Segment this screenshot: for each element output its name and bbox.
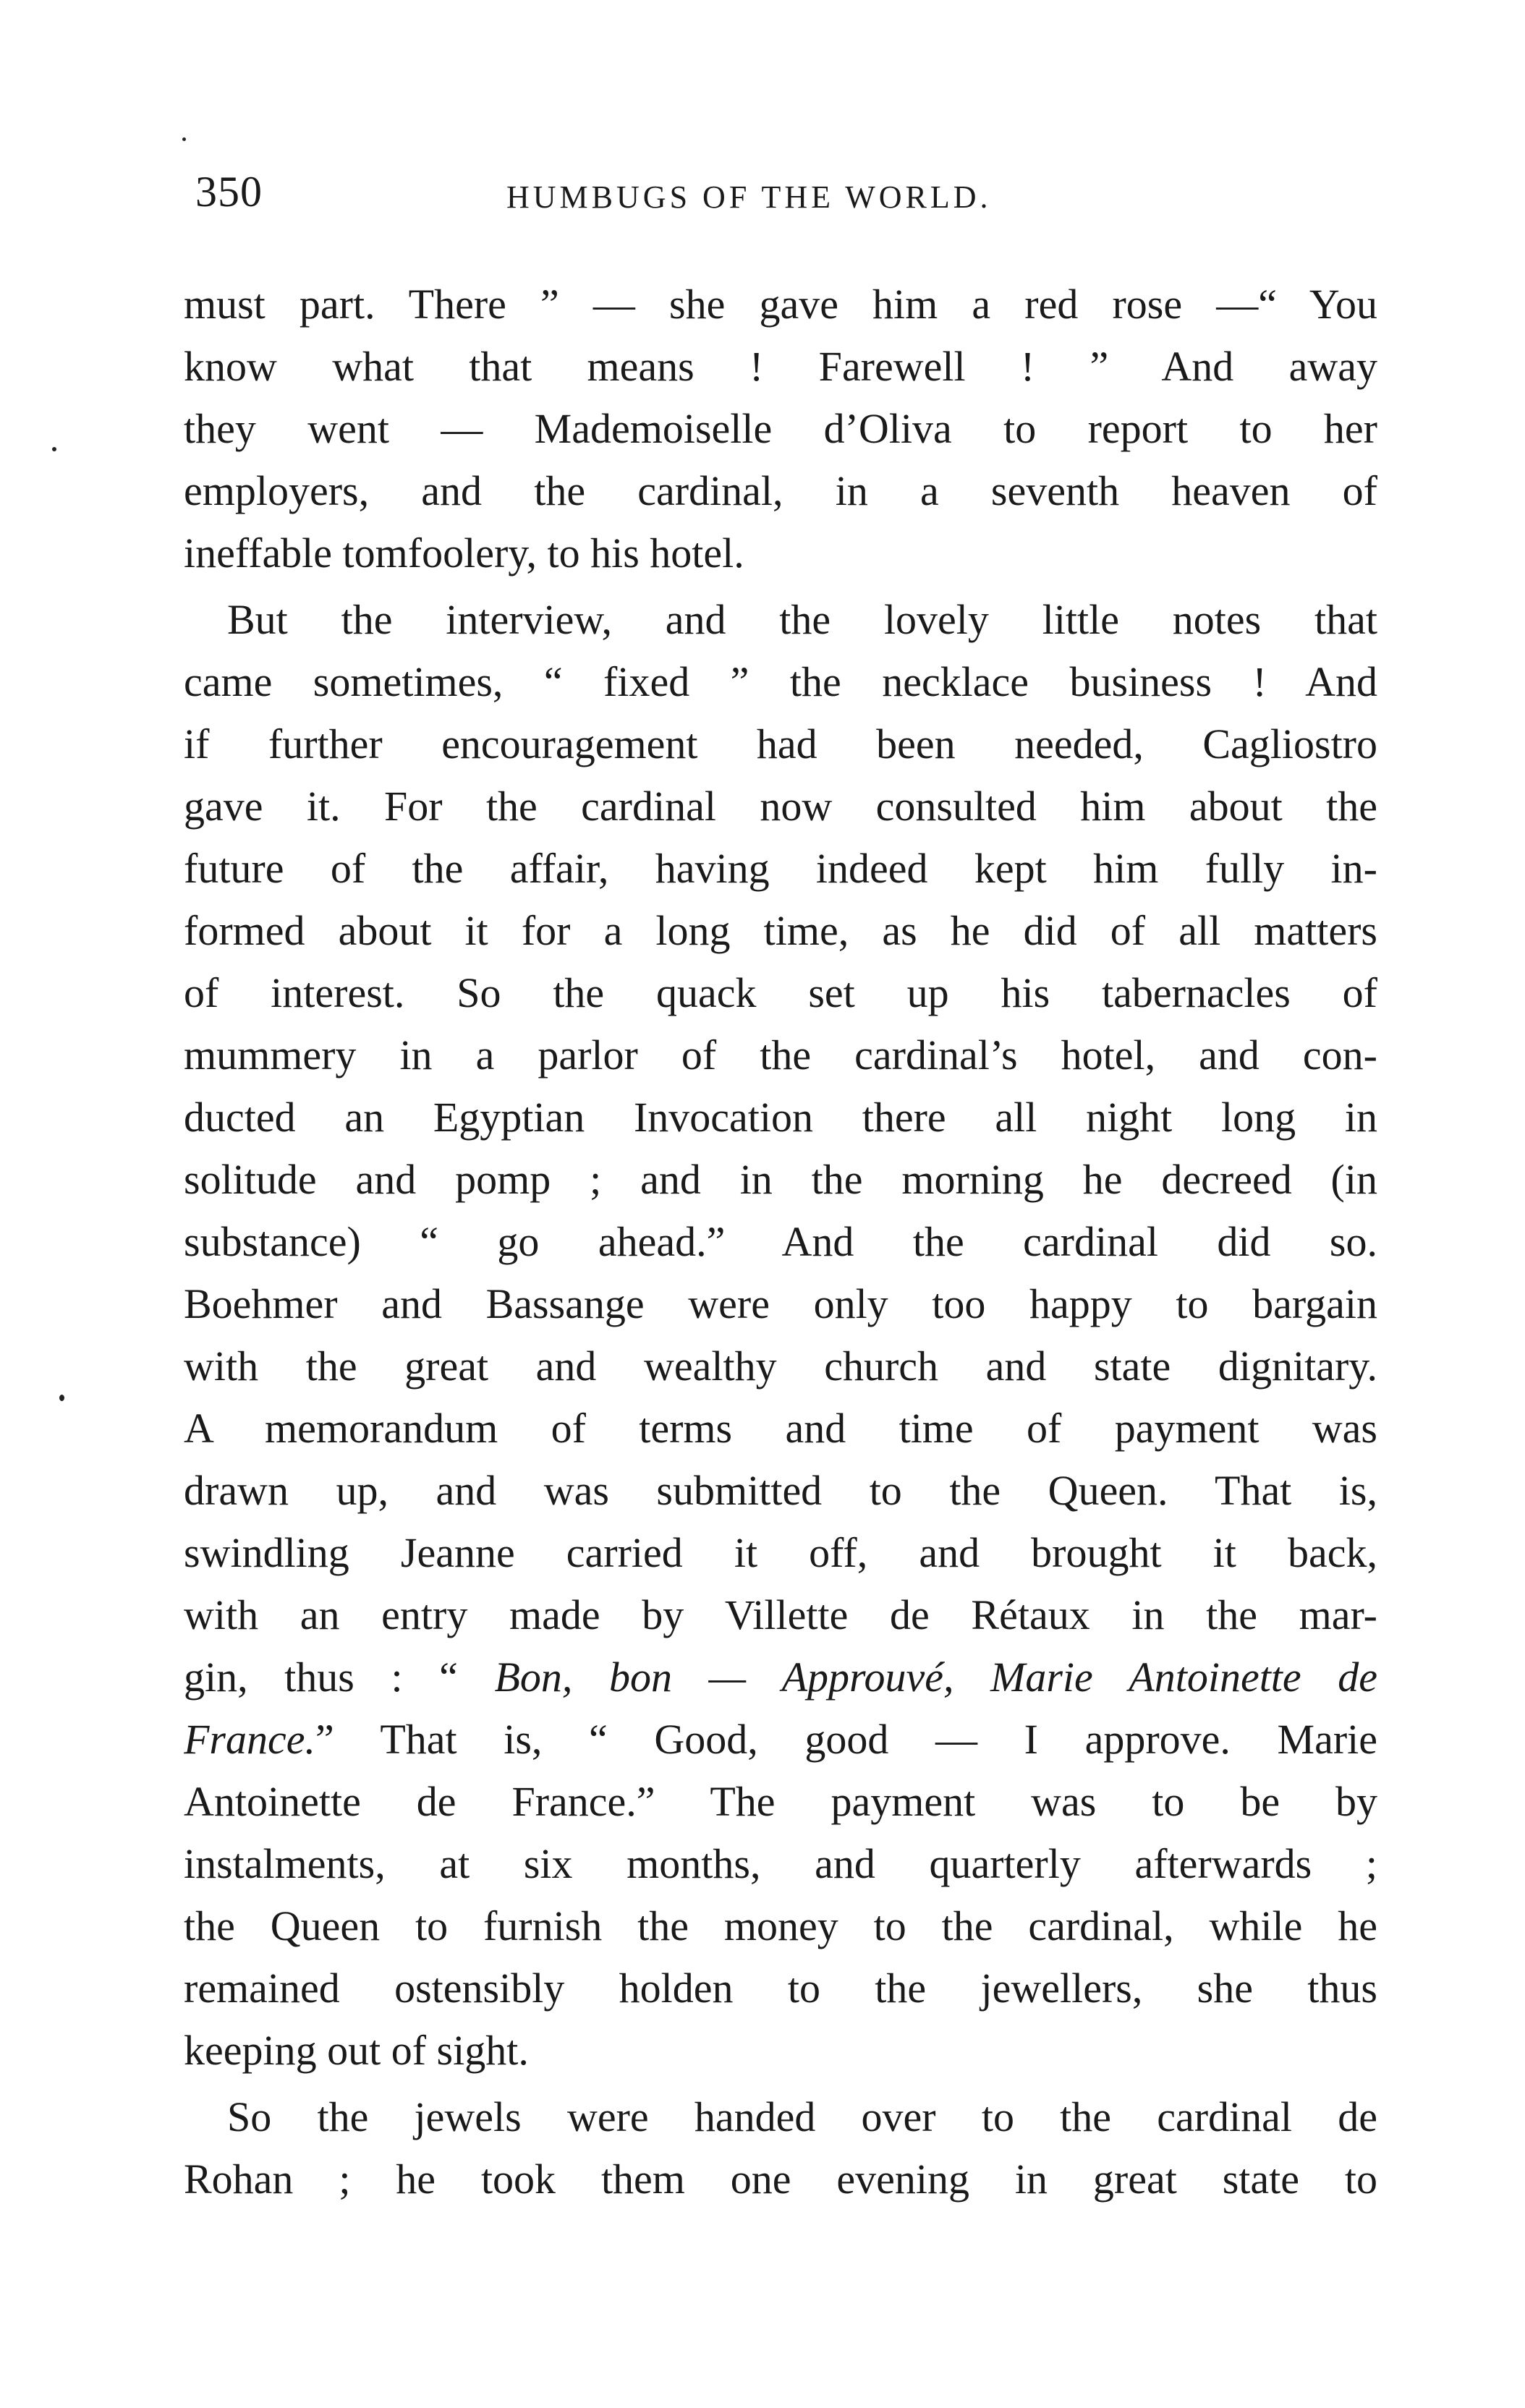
text-segment: formed about it for a long time, as he did of all matters [184,907,1377,954]
text-segment: ducted an Egyptian Invocation there all night long in [184,1094,1377,1141]
text-segment: mummery in a parlor of the cardinal’s hotel, and con- [184,1031,1377,1079]
text-segment: the Queen to furnish the money to the cardinal, while he [184,1902,1377,1949]
text-segment: if further encouragement had been needed, Cagliostro [184,720,1377,767]
body-text [184,273,1377,2211]
text-segment: ” That is, “ Good, good — I approve. Marie [315,1716,1377,1763]
text-line [184,2086,1377,2148]
text-line [184,2020,1377,2082]
text-line [184,1709,1377,1771]
margin-speck-left [52,447,56,451]
text-line [184,900,1377,962]
text-segment: Rohan ; he took them one evening in great state to [184,2156,1377,2203]
text-line [184,1273,1377,1335]
running-title: HUMBUGS OF THE WORLD. [506,179,992,215]
text-line [184,1460,1377,1522]
text-line [184,336,1377,398]
text-segment: ineffable tomfoolery, to his hotel. [184,529,744,577]
text-line [184,1833,1377,1895]
text-line [184,1522,1377,1584]
text-line [184,1211,1377,1273]
text-line [184,460,1377,522]
italic-text: France. [184,1716,315,1763]
text-line [184,713,1377,775]
margin-speck-middle [59,1395,64,1401]
text-line [184,1149,1377,1211]
text-segment: A memorandum of terms and time of payment was [184,1405,1377,1452]
page-header [195,159,1382,224]
text-segment: of interest. So the quack set up his tabernacles of [184,969,1377,1016]
margin-speck-top [182,137,186,141]
text-line [184,522,1377,584]
text-segment: future of the affair, having indeed kept him fully in- [184,845,1377,892]
text-segment: drawn up, and was submitted to the Queen. That is, [184,1467,1377,1514]
text-line [184,1646,1377,1709]
text-segment: with the great and wealthy church and state dignitary. [184,1343,1377,1390]
text-segment: But the interview, and the lovely little notes that [227,596,1377,643]
text-line [184,1086,1377,1149]
text-segment: with an entry made by Villette de Rétaux in the mar- [184,1591,1377,1638]
text-line [184,398,1377,460]
text-line [184,1397,1377,1460]
text-segment: instalments, at six months, and quarterly afterwards ; [184,1840,1377,1887]
text-segment: gave it. For the cardinal now consulted him about the [184,783,1377,830]
text-line [184,962,1377,1024]
text-line [184,1957,1377,2020]
text-line [184,2148,1377,2211]
text-segment: keeping out of sight. [184,2027,529,2074]
text-segment: they went — Mademoiselle d’Oliva to report to her [184,405,1377,452]
text-segment: solitude and pomp ; and in the morning he decreed (in [184,1156,1377,1203]
text-line [184,651,1377,713]
text-line [184,1024,1377,1086]
text-segment: employers, and the cardinal, in a seventh heaven of [184,467,1377,514]
text-segment: Boehmer and Bassange were only too happy to bargain [184,1280,1377,1327]
text-line [184,1335,1377,1397]
text-line [184,589,1377,651]
text-line [184,273,1377,336]
text-line [184,1895,1377,1957]
text-segment: know what that means ! Farewell ! ” And away [184,343,1377,390]
text-segment: came sometimes, “ fixed ” the necklace business ! And [184,658,1377,705]
italic-text: Bon, bon — Approuvé, Marie Antoinette de [494,1654,1377,1701]
page-number: 350 [195,168,263,216]
text-segment: substance) “ go ahead.” And the cardinal did so. [184,1218,1377,1265]
text-segment: Antoinette de France.” The payment was to be by [184,1778,1377,1825]
text-segment: remained ostensibly holden to the jewellers, she thus [184,1965,1377,2012]
text-line [184,1584,1377,1646]
text-segment: must part. There ” — she gave him a red rose —“ You [184,281,1377,328]
text-line [184,1771,1377,1833]
text-segment: So the jewels were handed over to the cardinal de [227,2093,1377,2140]
text-segment: swindling Jeanne carried it off, and brought it back, [184,1529,1377,1576]
text-line [184,838,1377,900]
text-segment: gin, thus : “ [184,1654,495,1701]
text-line [184,775,1377,838]
